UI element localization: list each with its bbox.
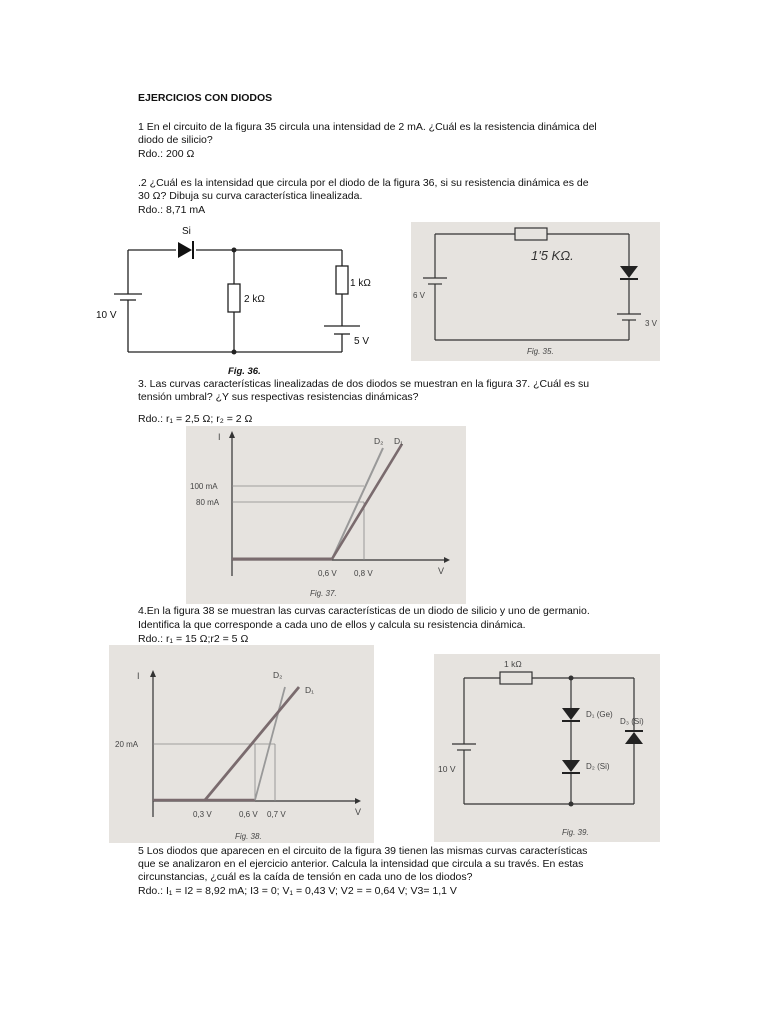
fig37-label-08v: 0,8 V	[354, 569, 373, 578]
exercise-4-line-1: 4.En la figura 38 se muestran las curvas características de un diodo de silicio y uno de germanio.	[138, 605, 590, 617]
figure-38	[109, 645, 374, 843]
fig35-caption: Fig. 35.	[527, 347, 554, 356]
figure-39	[434, 654, 660, 842]
fig37-caption: Fig. 37.	[310, 589, 337, 598]
fig36-r2-label: 1 kΩ	[350, 278, 371, 289]
diode-icon	[620, 266, 638, 279]
fig36-v2-label: 5 V	[354, 336, 370, 347]
exercise-5-line-2: que se analizaron en el ejercicio anterior. Calcula la intensidad que circula a su través. En estas	[138, 858, 584, 870]
exercise-1-line-2: diodo de silicio?	[138, 134, 213, 146]
fig36-caption: Fig. 36.	[228, 366, 261, 377]
fig36-v1-label: 10 V	[96, 310, 117, 321]
exercise-3-line-1: 3. Las curvas características linealizadas de dos diodos se muestran en la figura 37. ¿Cuál es su	[138, 378, 590, 390]
fig37-label-06v: 0,6 V	[318, 569, 337, 578]
page-title: EJERCICIOS CON DIODOS	[138, 92, 273, 104]
diode-icon	[178, 241, 193, 259]
fig39-d3-label: D₃ (Si)	[620, 717, 644, 726]
fig35-resistor-note: 1'5 KΩ.	[531, 248, 574, 263]
fig39-d2-label: D₂ (Si)	[586, 762, 610, 771]
exercise-3-line-2: tensión umbral? ¿Y sus respectivas resistencias dinámicas?	[138, 391, 419, 403]
figure-37	[186, 426, 466, 604]
fig37-label-100ma: 100 mA	[190, 482, 218, 491]
exercise-2-result: Rdo.: 8,71 mA	[138, 204, 206, 216]
fig38-label-03v: 0,3 V	[193, 810, 212, 819]
fig36-r1-label: 2 kΩ	[244, 294, 265, 305]
exercise-5-line-1: 5 Los diodos que aparecen en el circuito de la figura 39 tienen las mismas curvas características	[138, 845, 588, 857]
fig39-v-label: 10 V	[438, 764, 456, 774]
exercise-5-result: Rdo.: I₁ = I2 = 8,92 mA; I3 = 0; V₁ = 0,43 V; V2 = = 0,64 V; V3= 1,1 V	[138, 885, 457, 897]
diode-icon	[562, 760, 580, 773]
fig37-x-axis: V	[438, 566, 445, 576]
exercise-2-line-2: 30 Ω? Dibuja su curva característica linealizada.	[138, 190, 363, 202]
fig38-x-axis: V	[355, 807, 362, 817]
fig35-v2-label: 3 V	[645, 319, 658, 328]
fig35-v1-label: 6 V	[413, 291, 426, 300]
fig37-y-axis: I	[218, 432, 221, 442]
exercise-4-line-2: Identifica la que corresponde a cada uno de ellos y calcula su resistencia dinámica.	[138, 619, 526, 631]
figure-35	[411, 222, 660, 361]
fig38-caption: Fig. 38.	[235, 832, 262, 841]
figure-36	[92, 222, 392, 378]
fig36-diode-label: Si	[182, 226, 191, 237]
exercise-4-result: Rdo.: r₁ = 15 Ω;r2 = 5 Ω	[138, 633, 249, 645]
diode-icon	[562, 708, 580, 721]
fig37-label-d2: D₂	[374, 436, 384, 446]
fig39-r-label: 1 kΩ	[504, 659, 522, 669]
fig38-label-d1: D₁	[305, 685, 315, 695]
exercise-2-line-1: .2 ¿Cuál es la intensidad que circula por el diodo de la figura 36, si su resistencia dinámica es de	[138, 177, 589, 189]
exercise-1-result: Rdo.: 200 Ω	[138, 148, 195, 160]
fig37-label-d1: D₁	[394, 436, 404, 446]
fig38-y-axis: I	[137, 671, 140, 681]
fig38-label-07v: 0,7 V	[267, 810, 286, 819]
fig37-label-80ma: 80 mA	[196, 498, 220, 507]
fig39-caption: Fig. 39.	[562, 828, 589, 837]
fig39-d1-label: D₁ (Ge)	[586, 710, 613, 719]
fig38-label-06v: 0,6 V	[239, 810, 258, 819]
diode-icon	[625, 731, 643, 744]
exercise-3-result: Rdo.: r₁ = 2,5 Ω; r₂ = 2 Ω	[138, 413, 253, 425]
fig38-label-d2: D₂	[273, 670, 283, 680]
exercise-1-line-1: 1 En el circuito de la figura 35 circula una intensidad de 2 mA. ¿Cuál es la resistencia dinámica del	[138, 121, 597, 133]
exercise-5-line-3: circunstancias, ¿cuál es la caída de tensión en cada uno de los diodos?	[138, 871, 473, 883]
fig38-label-20ma: 20 mA	[115, 740, 139, 749]
